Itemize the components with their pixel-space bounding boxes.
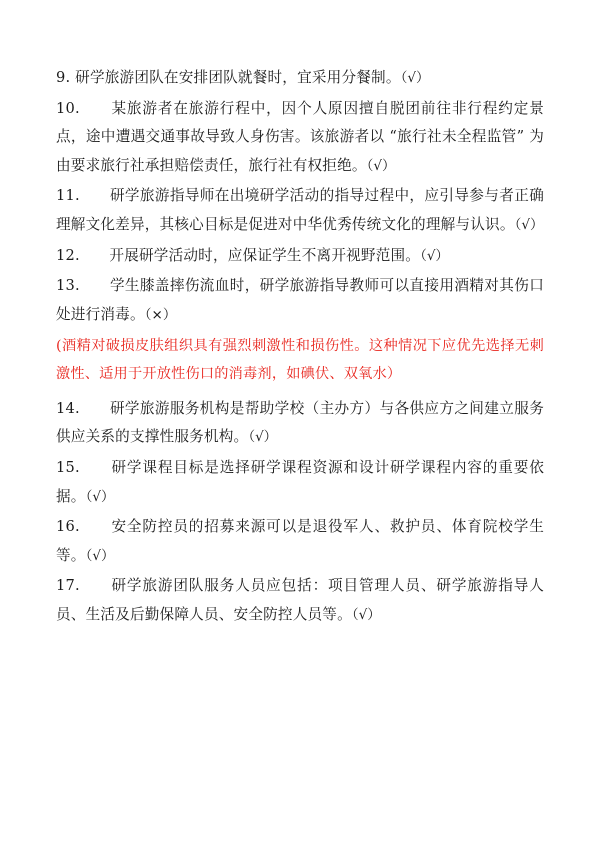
question-item: [56, 454, 544, 511]
question-number: 10.: [56, 99, 80, 117]
question-item: [56, 64, 544, 93]
question-item: [56, 242, 544, 271]
question-answer: （×）: [144, 306, 177, 323]
question-text: 安全防控员的招募来源可以是退役军人、救护员、体育院校学生等。: [56, 518, 544, 564]
question-number: 9.: [56, 69, 71, 86]
question-text: 研学旅游指导师在出境研学活动的指导过程中，应引导参与者正确理解文化差异，其核心目标是促进对中华优秀传统文化的理解与认识。: [56, 187, 544, 233]
question-text: 某旅游者在旅游行程中，因个人原因擅自脱团前往非行程约定景点，途中遭遇交通事故导致人身伤害。该旅游者以 “旅行社未全程监管” 为由要求旅行社承担赔偿责任，旅行社有权拒绝。: [56, 99, 544, 174]
question-gap: [80, 247, 110, 264]
question-answer: （√）: [248, 429, 278, 446]
question-number: 11.: [56, 187, 80, 205]
question-number: 15.: [56, 458, 80, 476]
question-answer: （√）: [366, 157, 396, 174]
question-text: 开展研学活动时，应保证学生不离开视野范围。: [109, 246, 421, 264]
question-answer: （√）: [514, 216, 544, 233]
question-answer: （√）: [351, 606, 381, 623]
question-gap: [80, 277, 110, 294]
question-item: [56, 182, 544, 239]
question-number: 17.: [56, 577, 80, 595]
question-text: 研学旅游团队在安排团队就餐时，宜采用分餐制。: [75, 69, 401, 86]
question-number: 12.: [56, 246, 80, 264]
question-item: [56, 395, 544, 452]
question-item: [56, 513, 544, 570]
question-gap: [80, 400, 110, 417]
question-gap: [80, 577, 112, 594]
question-answer: （√）: [85, 488, 115, 505]
question-gap: [80, 518, 112, 535]
explanation-note: (酒精对破损皮肤组织具有强烈刺激性和损伤性。这种情况下应优先选择无刺激性、适用于开放性伤口的消毒剂，如碘伏、双氧水）: [56, 338, 544, 383]
question-text: 研学课程目标是选择研学课程资源和设计研学课程内容的重要依据。: [56, 458, 544, 505]
question-number: 16.: [56, 518, 80, 536]
question-text: 研学旅游团队服务人员应包括：项目管理人员、研学旅游指导人员、生活及后勤保障人员、安全防控人员等。: [56, 577, 544, 623]
question-answer: （√）: [85, 547, 115, 564]
question-number: 13.: [56, 277, 80, 295]
question-number: 14.: [56, 399, 80, 417]
question-answer: （√）: [420, 247, 449, 264]
question-item: [56, 572, 544, 629]
question-item: [56, 272, 544, 329]
question-text: 学生膝盖摔伤流血时，研学旅游指导教师可以直接用酒精对其伤口处进行消毒。: [56, 277, 544, 323]
question-gap: [80, 100, 112, 117]
question-gap: [80, 459, 112, 476]
question-text: 研学旅游服务机构是帮助学校（主办方）与各供应方之间建立服务供应关系的支撑性服务机构。: [56, 399, 544, 446]
question-answer: （√）: [400, 70, 430, 86]
question-gap: [80, 187, 110, 204]
question-item: [56, 95, 544, 181]
